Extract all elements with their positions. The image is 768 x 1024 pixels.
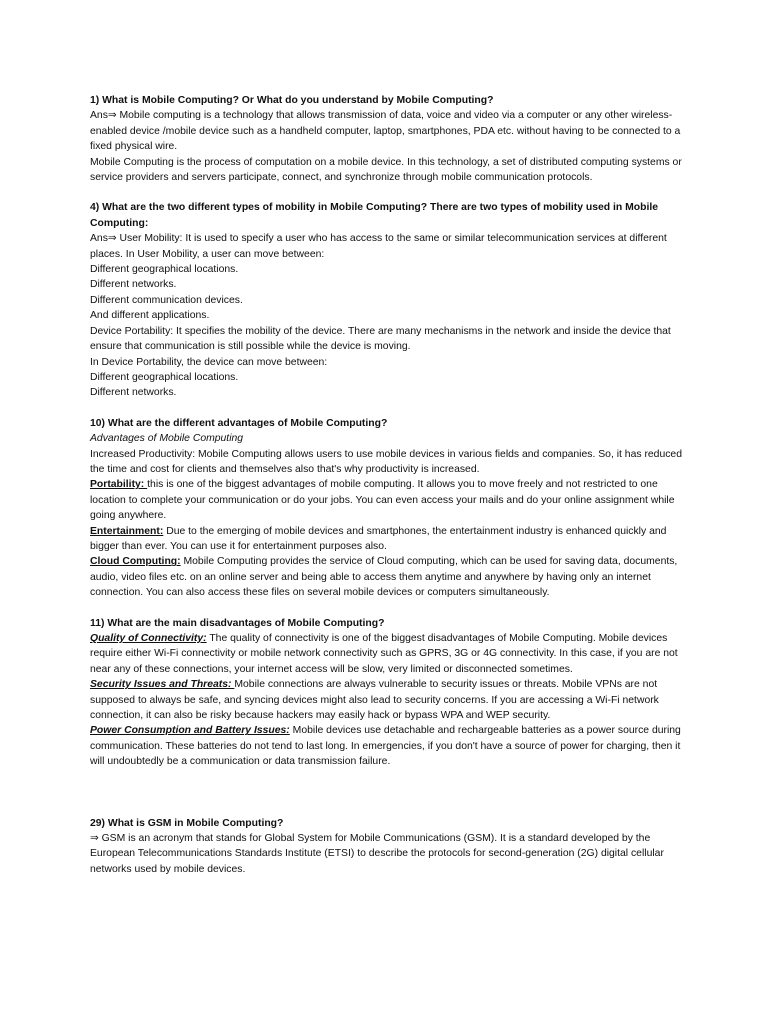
entertainment-label: Entertainment: <box>90 525 164 537</box>
portability-label: Portability: <box>90 479 148 491</box>
question-10-heading: 10) What are the different advantages of Mobile Computing? <box>90 417 388 429</box>
question-1-heading: 1) What is Mobile Computing? Or What do you understand by Mobile Computing? <box>90 95 494 106</box>
question-1-section <box>90 93 690 185</box>
cloud-computing-paragraph <box>90 554 690 600</box>
question-10-section <box>90 416 690 601</box>
question-1-answer-paragraph-2: Mobile Computing is the process of computation on a mobile device. In this technology, a set of distributed computing systems or service providers and servers participate, connect, and synchronize through mobile communication protocols. <box>90 156 682 184</box>
advantages-subtitle: Advantages of Mobile Computing <box>90 433 244 445</box>
entertainment-text: Due to the emerging of mobile devices and smartphones, the entertainment industry is enhanced quickly and bigger than ever. You can use it for entertainment purposes also. <box>90 525 667 552</box>
section-spacer <box>90 601 690 616</box>
document-page <box>90 93 690 877</box>
device-portability-item: Different networks. <box>90 387 177 399</box>
connectivity-paragraph <box>90 631 690 677</box>
user-mobility-item: Different communication devices. <box>90 294 243 306</box>
portability-paragraph <box>90 477 690 523</box>
user-mobility-paragraph: Ans⇒ User Mobility: It is used to specify a user who has access to the same or similar telecommunication services at different places. In User Mobility, a user can move between: <box>90 233 667 260</box>
security-text: Mobile connections are always vulnerable to security issues or threats. Mobile VPNs are not supposed to always be safe, and syncing devices might also lead to security concerns. If you are accessing a Wi-Fi network connection, it can also be risky because hackers may easily hack or bypass WPA and WEP security. <box>90 679 659 722</box>
device-portability-item: Different geographical locations. <box>90 371 239 383</box>
question-29-heading: 29) What is GSM in Mobile Computing? <box>90 817 284 829</box>
cloud-computing-text: Mobile Computing provides the service of Cloud computing, which can be used for saving data, documents, audio, video files etc. on an online server and being able to access them anytime and anywhere by having only an internet connection. You can also access these files on several mobile devices or computers simultaneously. <box>90 556 678 599</box>
device-portability-paragraph: Device Portability: It specifies the mobility of the device. There are many mechanisms in the network and inside the device that ensure that communication is still possible while the device is moving. <box>90 325 671 353</box>
security-paragraph <box>90 677 690 723</box>
question-1-answer-paragraph-1: Ans⇒ Mobile computing is a technology that allows transmission of data, voice and video via a computer or any other wireless-enabled device /mobile device such as a handheld computer, laptop, smartphones, PDA etc. without having to be connected to a fixed physical wire. <box>90 110 681 153</box>
user-mobility-item: Different geographical locations. <box>90 264 239 276</box>
portability-text: this is one of the biggest advantages of mobile computing. It allows you to move freely and not restricted to one location to complete your communication or do your jobs. You can even access your mails and do your online assignment while going anywhere. <box>90 479 675 522</box>
connectivity-text: The quality of connectivity is one of the biggest disadvantages of Mobile Computing. Mobile devices require either Wi-Fi connectivity or mobile network connectivity such as GPRS, 3G or 4G connectivity. In this case, if you are not near any of these connections, your internet access will be slow, very limited or disconnected sometimes. <box>90 633 678 675</box>
entertainment-paragraph <box>90 524 690 555</box>
section-spacer <box>90 185 690 200</box>
section-spacer <box>90 401 690 416</box>
power-label: Power Consumption and Battery Issues: <box>90 725 290 737</box>
question-11-section <box>90 616 690 770</box>
power-text: Mobile devices use detachable and rechargeable batteries as a power source during communication. These batteries do not tend to last long. In emergencies, if you don't have a source of power for charging, then it will undoubtedly be a communication or data transmission failure. <box>90 725 681 768</box>
user-mobility-item: And different applications. <box>90 310 210 322</box>
section-spacer <box>90 770 690 816</box>
question-4-heading: 4) What are the two different types of mobility in Mobile Computing? There are two types of mobility used in Mobile Computing: <box>90 202 659 229</box>
question-4-section <box>90 200 690 400</box>
security-label: Security Issues and Threats: <box>90 679 235 691</box>
connectivity-label: Quality of Connectivity: <box>90 633 207 644</box>
power-paragraph <box>90 723 690 769</box>
device-portability-intro: In Device Portability, the device can move between: <box>90 356 328 368</box>
question-11-heading: 11) What are the main disadvantages of Mobile Computing? <box>90 617 385 629</box>
question-29-section <box>90 816 690 878</box>
user-mobility-item: Different networks. <box>90 279 177 291</box>
productivity-paragraph: Increased Productivity: Mobile Computing allows users to use mobile devices in various fields and companies. So, it has reduced the time and cost for clients and themselves also that's why productivity is increased. <box>90 448 682 475</box>
cloud-computing-label: Cloud Computing: <box>90 556 181 568</box>
question-29-answer: ⇒ GSM is an acronym that stands for Global System for Mobile Communications (GSM). It is a standard developed by the European Telecommunications Standards Institute (ETSI) to describe the protocols for second-generation (2G) digital cellular networks used by mobile devices. <box>90 833 664 875</box>
